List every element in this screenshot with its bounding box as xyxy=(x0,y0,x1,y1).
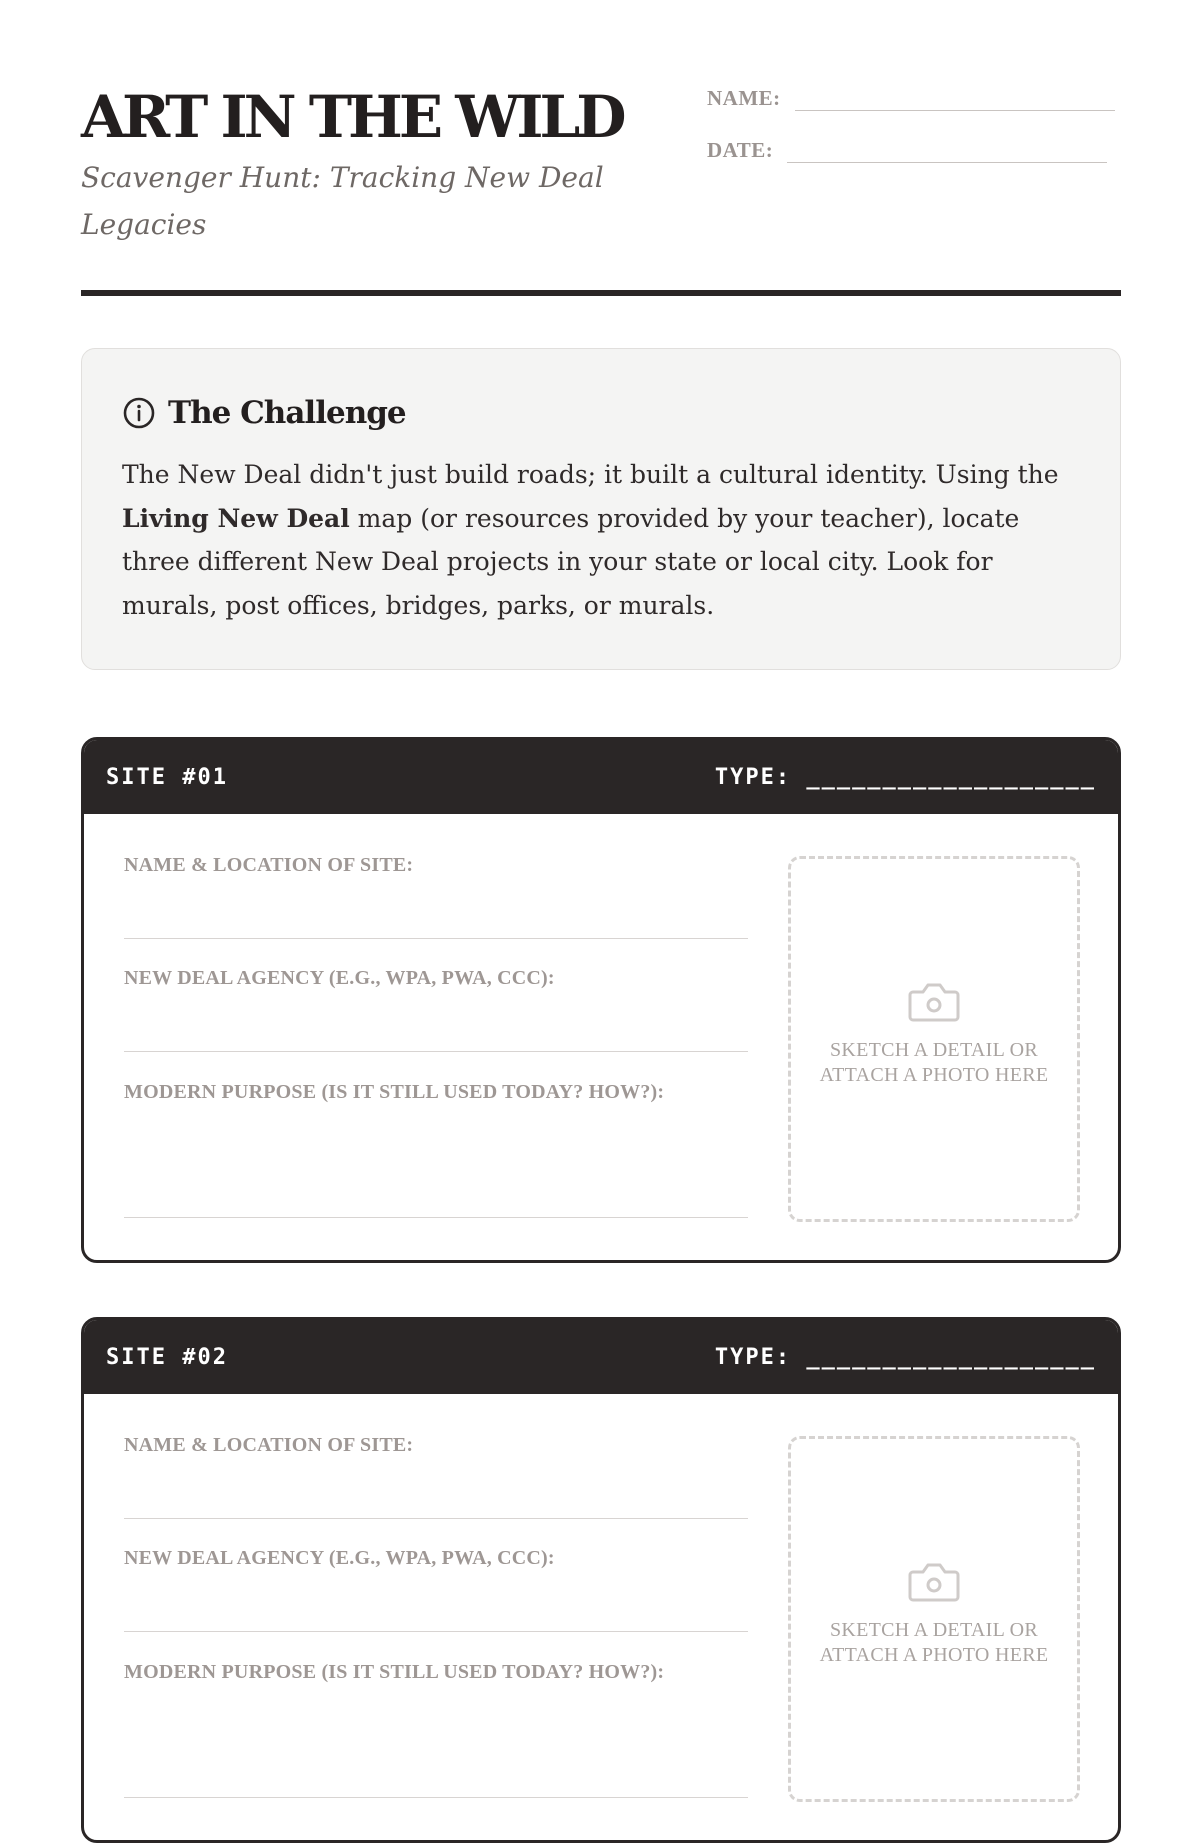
site-purpose-label: MODERN PURPOSE (IS IT STILL USED TODAY? HOW?): xyxy=(124,1661,665,1683)
site-card-2 xyxy=(81,1317,1121,1843)
info-icon xyxy=(122,396,156,430)
photo-area[interactable] xyxy=(788,1436,1080,1802)
photo-instructions: SKETCH A DETAIL OR ATTACH A PHOTO HERE xyxy=(819,1039,1049,1086)
site-agency-field[interactable] xyxy=(124,967,748,1052)
camera-icon xyxy=(908,1560,960,1604)
site-card-1 xyxy=(81,737,1121,1263)
challenge-box xyxy=(81,348,1121,670)
name-label: NAME: xyxy=(707,86,781,110)
name-field[interactable] xyxy=(795,88,1115,111)
site-agency-label: NEW DEAL AGENCY (E.G., WPA, PWA, CCC): xyxy=(124,967,555,989)
worksheet-page xyxy=(81,0,1121,1683)
site-purpose-field[interactable] xyxy=(124,1081,748,1218)
site-purpose-label: MODERN PURPOSE (IS IT STILL USED TODAY? HOW?): xyxy=(124,1081,665,1103)
name-row xyxy=(707,86,1115,111)
site-name-location-label: NAME & LOCATION OF SITE: xyxy=(124,1434,414,1456)
challenge-text-before: The New Deal didn't just build roads; it built a cultural identity. Using the xyxy=(122,460,1059,489)
site-type-field[interactable]: TYPE: ___________________ xyxy=(714,764,1096,790)
date-field[interactable] xyxy=(787,140,1107,163)
site-purpose-field[interactable] xyxy=(124,1661,748,1798)
photo-area[interactable] xyxy=(788,856,1080,1222)
camera-icon xyxy=(908,980,960,1024)
date-row xyxy=(707,138,1107,163)
site-number: SITE #01 xyxy=(106,764,228,790)
site-number: SITE #02 xyxy=(106,1344,228,1370)
challenge-title: The Challenge xyxy=(168,395,406,431)
living-new-deal-text: Living New Deal xyxy=(122,503,350,533)
site-header-bar xyxy=(84,1320,1118,1394)
site-header-bar xyxy=(84,740,1118,814)
page-title: ART IN THE WILD xyxy=(81,83,623,151)
site-name-location-field[interactable] xyxy=(124,1434,748,1519)
site-name-location-field[interactable] xyxy=(124,854,748,939)
site-agency-label: NEW DEAL AGENCY (E.G., WPA, PWA, CCC): xyxy=(124,1547,555,1569)
site-type-field[interactable]: TYPE: ___________________ xyxy=(714,1344,1096,1370)
page-subtitle: Scavenger Hunt: Tracking New Deal Legacies xyxy=(81,161,604,241)
challenge-text xyxy=(122,453,1080,627)
header xyxy=(81,0,1121,296)
challenge-header xyxy=(122,389,1080,437)
date-label: DATE: xyxy=(707,138,774,162)
site-name-location-label: NAME & LOCATION OF SITE: xyxy=(124,854,414,876)
photo-instructions: SKETCH A DETAIL OR ATTACH A PHOTO HERE xyxy=(819,1619,1049,1666)
challenge-text-after: map (or resources provided by your teacher), locate three different New Deal projects in your state or local city. Look for murals, post offices, bridges, parks, or murals. xyxy=(122,503,1020,620)
site-agency-field[interactable] xyxy=(124,1547,748,1632)
